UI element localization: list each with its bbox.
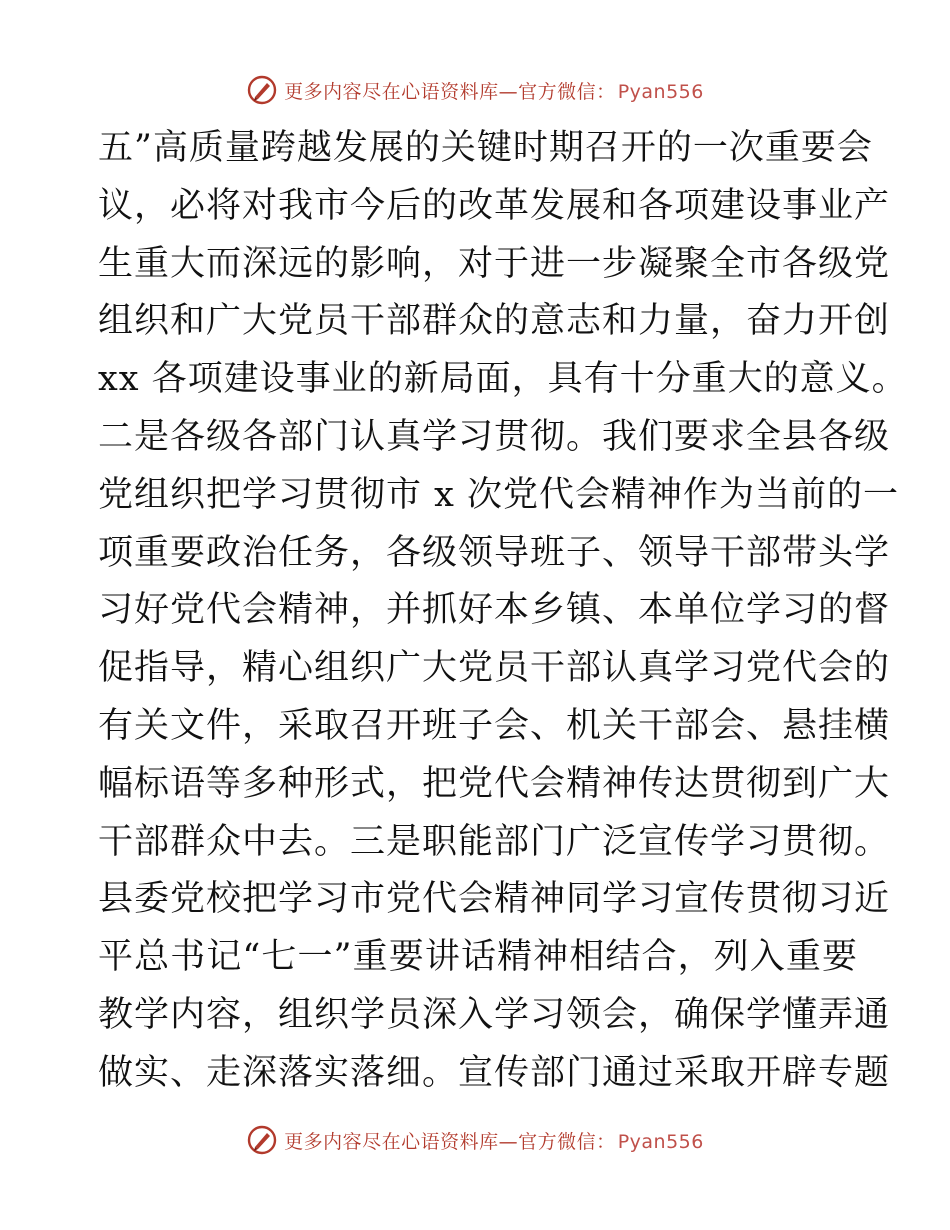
body-line: 幅标语等多种形式，把党代会精神传达贯彻到广大 [98,763,891,804]
watermark-prefix: 更多内容尽在心语资料库 [284,80,499,103]
watermark-separator: — [498,80,519,103]
pen-logo-icon [246,74,278,106]
watermark-handle: Pyan556 [617,1130,704,1153]
body-line: 做实、走深落实落细。宣传部门通过采取开辟专题 [98,1052,891,1093]
body-line: 教学内容，组织学员深入学习领会，确保学懂弄通 [98,994,891,1035]
body-line: 党组织把学习贯彻市 x 次党代会精神作为当前的一 [98,474,899,515]
body-line: 干部群众中去。三是职能部门广泛宣传学习贯彻。 [98,821,891,862]
watermark-text [284,1127,704,1154]
body-line: 组织和广大党员干部群众的意志和力量，奋力开创 [98,301,891,342]
body-line: 习好党代会精神，并抓好本乡镇、本单位学习的督 [98,590,891,631]
watermark-prefix: 更多内容尽在心语资料库 [284,1130,499,1153]
header-watermark [0,70,950,110]
body-line: 有关文件，采取召开班子会、机关干部会、悬挂横 [98,705,891,746]
watermark-separator: — [498,1130,519,1153]
watermark-handle: Pyan556 [617,80,704,103]
body-line: 促指导，精心组织广大党员干部认真学习党代会的 [98,648,891,689]
body-line: 二是各级各部门认真学习贯彻。我们要求全县各级 [98,416,891,457]
body-line: xx 各项建设事业的新局面，具有十分重大的意义。 [98,359,908,400]
watermark-text [284,77,704,104]
document-body [98,120,908,1103]
pen-logo-icon [246,1124,278,1156]
body-line: 项重要政治任务，各级领导班子、领导干部带头学 [98,532,891,573]
watermark-suffix: 官方微信： [518,1130,616,1153]
body-line: 议，必将对我市今后的改革发展和各项建设事业产 [98,185,891,226]
body-line: 五”高质量跨越发展的关键时期召开的一次重要会 [98,128,873,168]
body-line: 县委党校把学习市党代会精神同学习宣传贯彻习近 [98,879,891,920]
watermark-suffix: 官方微信： [518,80,616,103]
body-line: 生重大而深远的影响，对于进一步凝聚全市各级党 [98,243,891,284]
body-line: 平总书记“七一”重要讲话精神相结合，列入重要 [98,937,858,978]
footer-watermark [0,1120,950,1160]
